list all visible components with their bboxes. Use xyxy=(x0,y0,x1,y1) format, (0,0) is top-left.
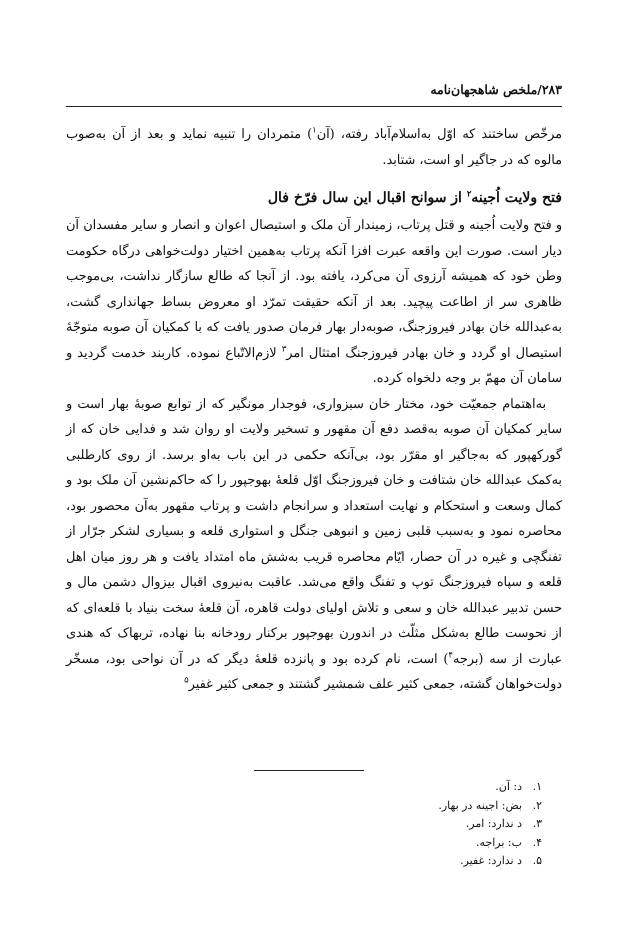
paragraph-conquest-part1: و فتح ولایت اُجینه و قتل پرتاب، زمیندار آن ملک و استیصال اعوان و انصار و سایر مفسدان آن دیار است. صورت این واقعه عبرت افزا آنکه پرتاب به‌همین اختیار دولت‌خواهی درگاه حکومت وطن خود که همیشه آرزوی آن می‌کرد، یافته بود. از آنجا که طالع سازگار نداشت، بی‌موجب ظاهری سر از اطاعت پیچید. بعد از آنکه حقیقت تمرّد او معروض بساط جهانداری گشت، به‌عبدالله خان بهادر فیروزجنگ، صوبه‌دار بهار فرمان صدور یافت که با کمکیان آن صوبه متوجّهٔ استیصال او گردد و خان بهادر فیروزجنگ امتثال امر xyxy=(66,218,562,361)
footnote-text: د: آن. xyxy=(495,780,522,793)
paragraph-opening-part2: ) متمردان را تنبیه نماید و بعد از آن به‌صوب مالوه که در جاگیر او است، شتابد. xyxy=(66,127,562,168)
footnote-text: ب: براجه. xyxy=(476,835,522,849)
paragraph-conquest xyxy=(66,213,562,392)
footnote-marker-3: ۳ xyxy=(281,344,287,355)
footnote-item xyxy=(66,815,542,834)
paragraph-siege-part1: به‌اهتمام جمعیّت خود، مختار خان سبزواری، فوجدار مونگیر که از توابع صوبهٔ بهار است و سایر کمکیان آن صوبه به‌قصد دفع آن مقهور و تسخیر ولایت او روان شد و فدایی خان که از گورکهپور که به‌جاگیر او مقرّر بود، بی‌آنکه حکمی در این باب به‌او برسد. از روی کارطلبی به‌کمک عبدالله خان شتافت و خان فیروزجنگ اوّل قلعهٔ بهوجپور را که حاکم‌نشین آن ملک بود و کمال وسعت و استحکام و نهایت استعداد و سرانجام داشت و پرتاب مقهور به‌آن محصور بود، محاصره نمود و به‌سبب قلبی زمین و انبوهی جنگل و استواری قلعه و بسیاری لشکر جرّار از تفنگچی و غیره در آن حصار، ایّام محاصره قریب به‌شش ماه امتداد یافت و هر روز میان اهل قلعه و سپاه فیروزجنگ توپ و تفنگ واقع می‌شد. عاقبت به‌نیروی اقبال بیزوال دشمن مال و حسن تدبیر عبدالله خان و سعی و تلاش اولیای دولت قاهره، آن قلعهٔ سخت بنیاد با قلعه‌ای که از نحوست طالع به‌شکل مثلّث در اندورن بهوجپور برکنار رودخانه بنا نهاده، تربهاک که هندی عبارت از سه (برجه xyxy=(66,396,562,667)
paragraph-opening-part1: مرخّص ساختند که اوّل به‌اسلام‌آباد رفته، (آن xyxy=(316,127,563,142)
footnote-marker-2: ۲ xyxy=(466,189,472,200)
page-header xyxy=(66,80,562,107)
page-body xyxy=(66,122,562,698)
footnote-marker-5: ۵ xyxy=(184,675,189,686)
footnote-text: بض: اجینه در بهار. xyxy=(438,798,522,812)
section-heading-text: فتح ولایت اُجینه xyxy=(471,190,562,206)
paragraph-conquest-part2: لازم‌الاتّباع نموده. کاربند خدمت گردید و سامان آن مهمّ بر وجه دلخواه کرده. xyxy=(66,345,562,386)
running-title: ۲۸۳/ملخص شاهجهان‌نامه xyxy=(430,82,562,97)
footnote-number: ۴. xyxy=(532,835,542,849)
footnote-divider xyxy=(254,770,364,771)
footnote-number: ۵. xyxy=(532,854,542,867)
footnote-marker-1: ۱ xyxy=(312,125,317,136)
footnote-marker-4: ۴ xyxy=(448,650,453,661)
paragraph-opening xyxy=(66,122,562,173)
footnote-number: ۱. xyxy=(532,780,542,793)
footnote-item xyxy=(66,797,542,816)
footnote-number: ۳. xyxy=(532,817,542,830)
footnote-text: د ندارد: امر. xyxy=(465,817,522,830)
footnote-number: ۲. xyxy=(532,798,542,812)
footnote-item xyxy=(66,852,542,871)
footnote-item xyxy=(66,778,542,797)
section-heading xyxy=(66,185,562,211)
paragraph-siege xyxy=(66,392,562,698)
paragraph-siege-part2: ) است، نام کرده بود و پانزده قلعهٔ دیگر که در آن نواحی بود، مسخّر دولت‌خواهان گشته، جمعی کثیر علف شمشیر گشتند و جمعی کثیر غفیر xyxy=(66,651,562,692)
footnote-text: د ندارد: غفیر. xyxy=(460,854,522,867)
section-heading-text-after: از سوانح اقبال این سال فرّخ فال xyxy=(267,190,467,206)
footnote-item xyxy=(66,834,542,853)
footnotes xyxy=(66,778,542,871)
